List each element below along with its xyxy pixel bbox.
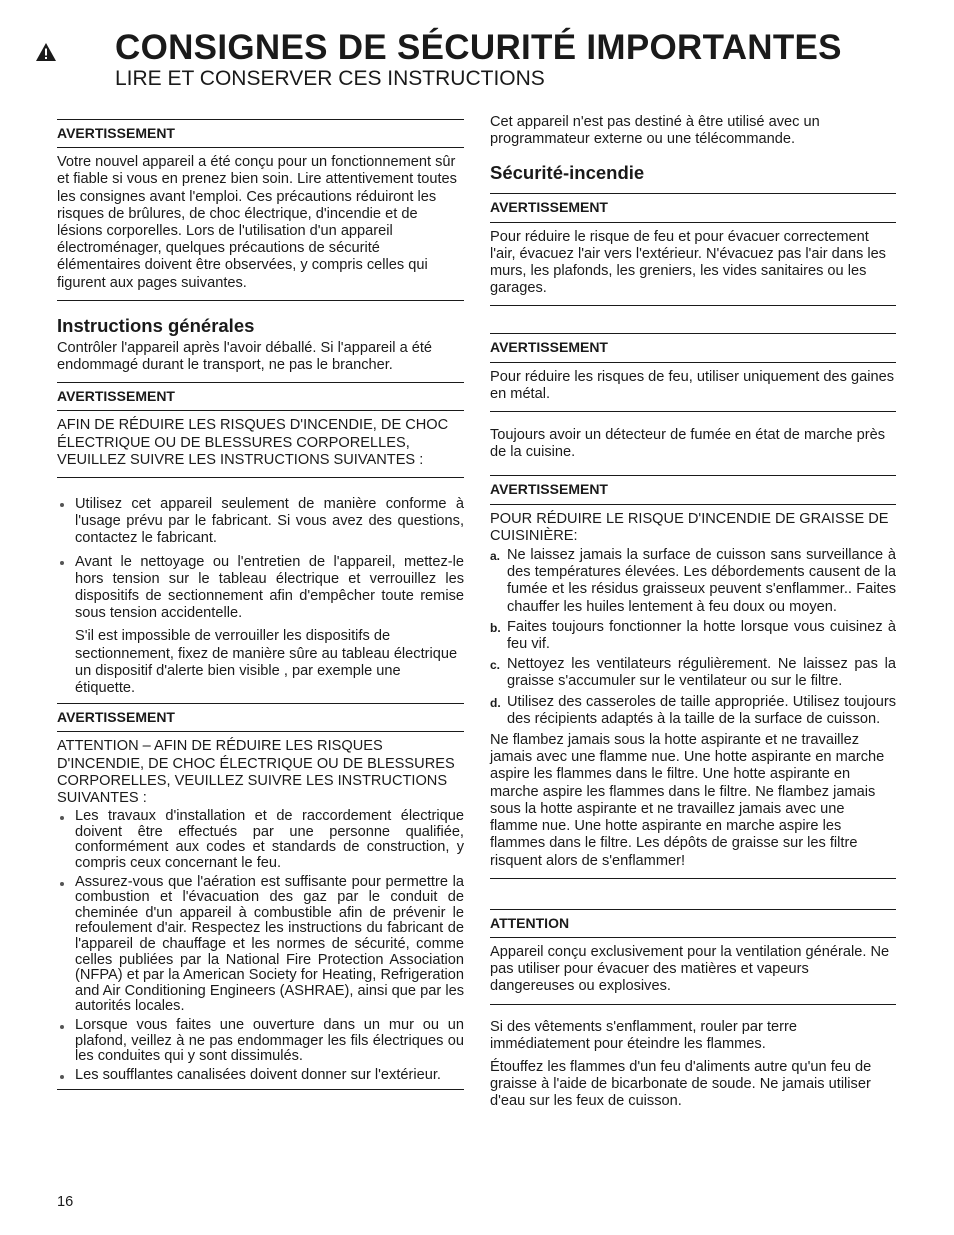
page-number: 16 xyxy=(57,1194,74,1210)
page-subtitle: LIRE ET CONSERVER CES INSTRUCTIONS xyxy=(115,67,545,90)
list-item: b. Faites toujours fonctionner la hotte lorsque vous cuisinez à feu vif. xyxy=(490,618,896,653)
grease-fire-list xyxy=(490,547,896,728)
page-title: CONSIGNES DE SÉCURITÉ IMPORTANTES xyxy=(115,28,842,67)
left-column xyxy=(57,119,464,1090)
general-instructions-text: Contrôler l'appareil après l'avoir déballé. Si l'appareil a été endommagé durant le transport, ne pas le brancher. xyxy=(57,339,433,374)
list-item: Les soufflantes canalisées doivent donner sur l'extérieur. xyxy=(57,1068,464,1084)
attention-box xyxy=(490,909,896,1005)
attention-text: Appareil conçu exclusivement pour la ventilation générale. Ne pas utiliser pour évacuer des matières et vapeurs dangereuses ou explosives. xyxy=(490,943,890,995)
warning-label: AVERTISSEMENT xyxy=(490,476,896,504)
warning-text: POUR RÉDUIRE LE RISQUE D'INCENDIE DE GRAISSE DE CUISINIÈRE: xyxy=(490,510,889,544)
list-item: Assurez-vous que l'aération est suffisante pour permettre la combustion et l'évacuation des gaz par le conduit de cheminée d'un appareil à combustible afin de prévenir le refoulement d'air. Respectez les instructions du fabricant de l'appareil de chauffage et les normes de sécurité, comme celles publiées par la National Fire Protection Association (NFPA) et par la American Society for Heating, Refrigeration and Air Conditioning Engineers (ASHRAE), ainsi que par les autorités locales. xyxy=(57,875,464,1015)
list-item: Les travaux d'installation et de raccordement électrique doivent être effectués par une personne qualifiée, conformément aux codes et standards de construction, y compris ceux concernant le feu. xyxy=(57,809,464,871)
list-item-note: S'il est impossible de verrouiller les dispositifs de sectionnement, fixez de manière sûre au tableau électrique un dispositif d'alerte bien visible , par exemple une étiquette. xyxy=(75,628,458,697)
grease-fire-text: Étouffez les flammes d'un feu d'aliments autre qu'un feu de graisse à l'aide de bicarbonate de soude. Ne jamais utiliser d'eau sur les feux de cuisson. xyxy=(490,1058,872,1110)
clothes-fire-text: Si des vêtements s'enflamment, rouler par terre immédiatement pour éteindre les flammes. xyxy=(490,1018,797,1052)
warning-box-installation xyxy=(57,703,464,1090)
warning-box-ducts xyxy=(490,333,896,412)
list-item: c. Nettoyez les ventilateurs régulièrement. Ne laissez pas la graisse s'accumuler sur le ventilateur ou sur le filtre. xyxy=(490,656,896,690)
warning-text: Votre nouvel appareil a été conçu pour un fonctionnement sûr et fiable si vous en prenez bien soin. Lire attentivement toutes les consignes avant l'emploi. Ces précautions réduiront les risques de brûlures, de choc électrique, d'incendie et de lésions corporelles. Lors de l'utilisation d'un appareil électroménager, quelques précautions de sécurité élémentaires doivent être observées, y compris celles qui figurent aux pages suivantes. xyxy=(57,154,457,291)
list-item: Lorsque vous faites une ouverture dans un mur ou un plafond, veillez à ne pas endommager les fils électriques ou les conduites qui y sont dissimulés. xyxy=(57,1018,464,1065)
warning-label: AVERTISSEMENT xyxy=(490,334,896,362)
warning-text: ATTENTION – AFIN DE RÉDUIRE LES RISQUES D'INCENDIE, DE CHOC ÉLECTRIQUE OU DE BLESSURES CORPORELLES, VEUILLEZ SUIVRE LES INSTRUCTIONS SUIVANTES : xyxy=(57,738,455,807)
warning-box-general xyxy=(57,382,464,478)
fire-safety-heading: Sécurité-incendie xyxy=(490,162,645,184)
warning-text: AFIN DE RÉDUIRE LES RISQUES D'INCENDIE, DE CHOC ÉLECTRIQUE OU DE BLESSURES CORPORELLES, VEUILLEZ SUIVRE LES INSTRUCTIONS SUIVANTES : xyxy=(57,417,449,468)
warning-label: AVERTISSEMENT xyxy=(57,704,464,732)
attention-label: ATTENTION xyxy=(490,910,896,938)
list-item: a. Ne laissez jamais la surface de cuisson sans surveillance à des températures élevées. Les débordements causent de la fumée et les résidus graisseux peuvent s'enflammer.. Faites chauffer les huiles lentement à feu doux ou moyen. xyxy=(490,547,896,615)
intro-text: Cet appareil n'est pas destiné à être utilisé avec un programmateur externe ou une télécommande. xyxy=(490,114,820,148)
warning-label: AVERTISSEMENT xyxy=(57,120,464,148)
general-bullet-list xyxy=(57,496,464,697)
installation-bullet-list xyxy=(57,809,464,1083)
warning-triangle-icon xyxy=(35,42,57,62)
warning-text: Pour réduire les risques de feu, utiliser uniquement des gaines en métal. xyxy=(490,368,894,402)
general-instructions-heading: Instructions générales xyxy=(57,314,255,336)
warning-box-exhaust xyxy=(490,193,896,306)
smoke-detector-text: Toujours avoir un détecteur de fumée en état de marche près de la cuisine. xyxy=(490,427,886,461)
warning-box-grease-fire xyxy=(490,475,896,878)
warning-text: Pour réduire le risque de feu et pour évacuer correctement l'air, évacuez l'air vers l'extérieur. N'évacuez pas l'air dans les murs, les plafonds, les greniers, les vides sanitaires ou les garages. xyxy=(490,228,886,297)
right-column xyxy=(490,114,896,1117)
list-item: d. Utilisez des casseroles de taille appropriée. Utilisez toujours des récipients adaptés à la taille de la surface de cuisson. xyxy=(490,693,896,727)
warning-box-intro xyxy=(57,119,464,301)
list-item: Utilisez cet appareil seulement de manière conforme à l'usage prévu par le fabricant. Si vous avez des questions, contactez le fabricant. xyxy=(57,496,464,548)
warning-label: AVERTISSEMENT xyxy=(490,194,896,222)
warning-label: AVERTISSEMENT xyxy=(57,383,464,411)
flambe-warning-text: Ne flambez jamais sous la hotte aspirante et ne travaillez jamais avec une flamme nue. Une hotte aspirante en marche aspire les flammes dans le filtre. Une hotte aspirante en marche aspire les flammes dans le filtre. Ne flambez jamais sous la hotte aspirante et ne travaillez jamais avec une flamme nue. Une hotte aspirante en marche aspire les flammes dans le filtre. Les dépôts de graisse sur les filtre risquent alors de s'enflammer! xyxy=(490,732,885,869)
list-item: Avant le nettoyage ou l'entretien de l'appareil, mettez-le hors tension sur le tableau électrique et verrouillez les dispositifs de sectionnement afin d'empêcher toute remise sous tension accidentelle. S'il est impossible de verrouiller les dispositifs de sectionnement, fixez de manière sûre au tableau électrique un dispositif d'alerte bien visible , par exemple une étiquette. xyxy=(57,554,464,698)
